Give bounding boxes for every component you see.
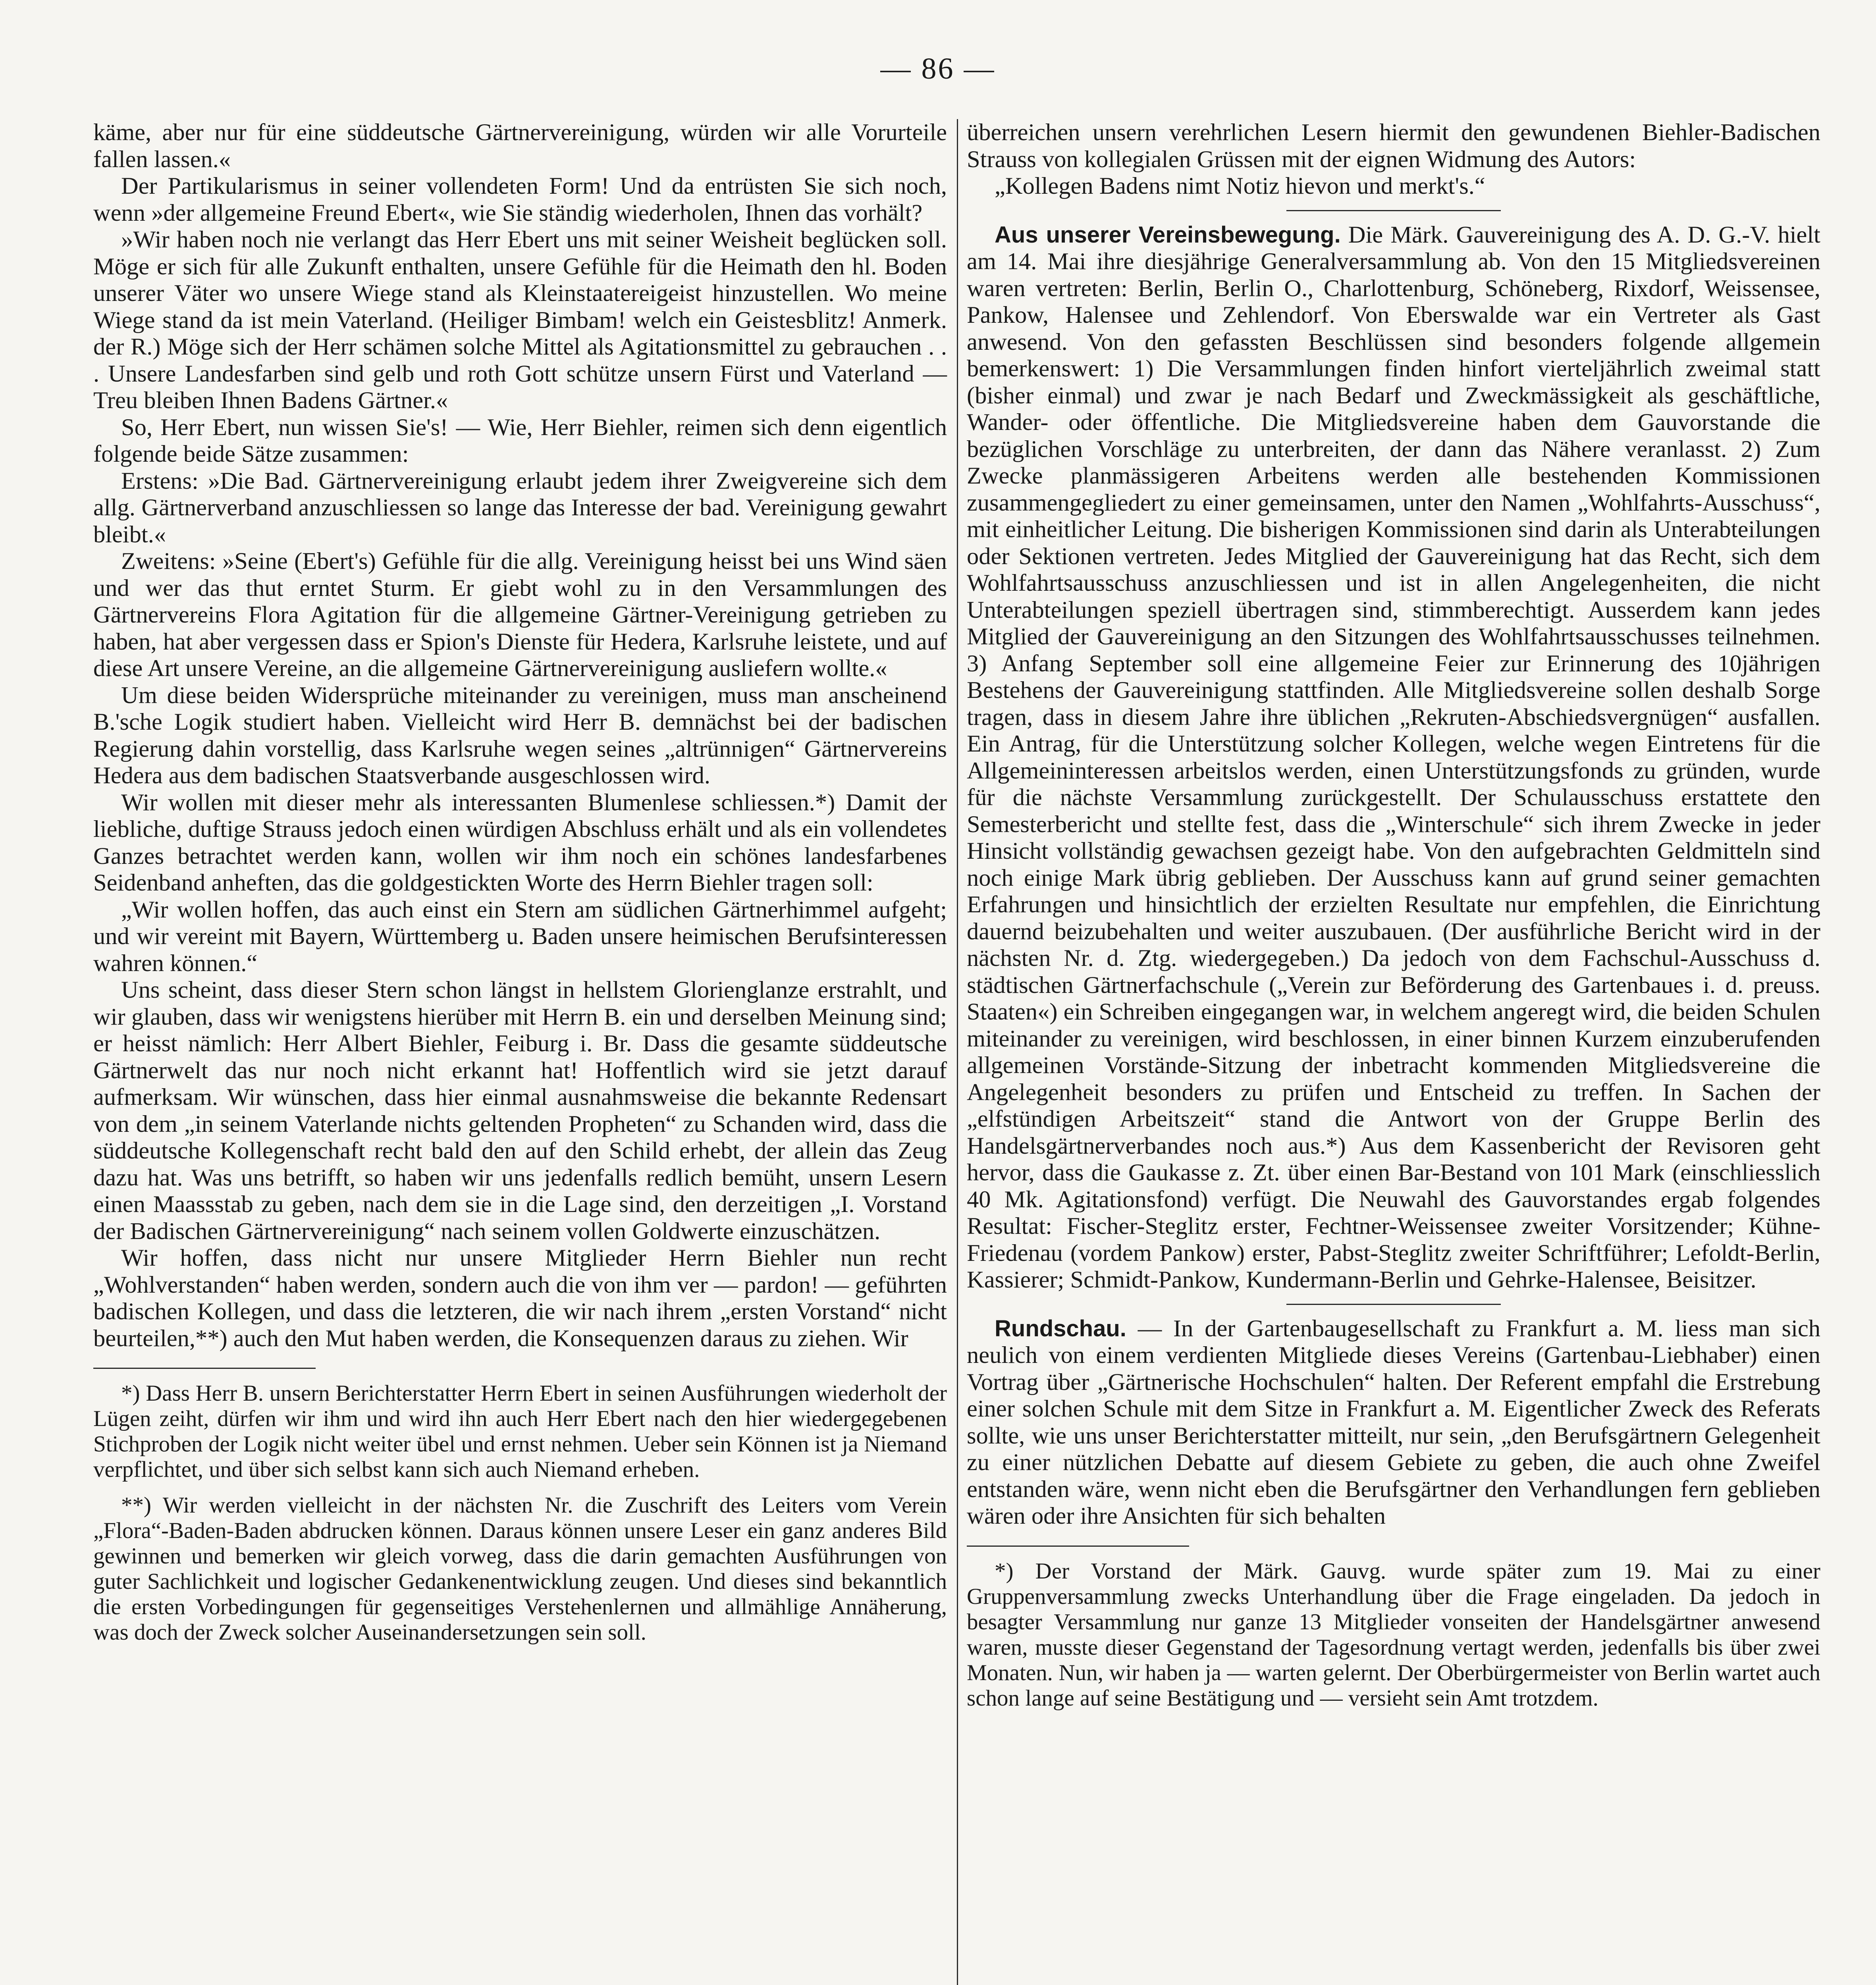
- left-column: [93, 119, 947, 1645]
- section-rule: [1286, 210, 1501, 211]
- paragraph: „Kollegen Badens nimt Notiz hievon und merkt's.“: [995, 173, 1485, 199]
- article-text: Die Märk. Gauvereinigung des A. D. G.-V. hielt am 14. Mai ihre diesjährige Generalversammlung ab. Von den 15 Mitgliedsvereinen waren vertreten: Berlin, Berlin O., Charlottenburg, Schöneberg, Rixdorf, Weissensee, Pankow, Halensee und Zehlendorf. Von Eberswalde war ein Vertreter als Gast anwesend. Von den gefassten Beschlüssen sind besonders folgende allgemein bemerkenswert: 1) Die Versammlungen finden hinfort vierteljährlich zweimal statt (bisher einmal) und zwar je nach Bedarf und Zweckmässigkeit als geschäftliche, Wander- oder öffentliche. Die Mitgliedsvereine haben dem Gauvorstande die bezüglichen Vorschläge zu unterbreiten, der dann das Nähere veranlasst. 2) Zum Zwecke planmässigeren Arbeitens werden alle bestehenden Kommissionen zusammengegliedert zu einer gemeinsamen, unter den Namen „Wohlfahrts-Ausschuss“, mit einheitlicher Leitung. Die bisherigen Kommissionen sind darin als Unterabteilungen oder Sektionen vertreten. Jedes Mitglied der Gauvereinigung hat das Recht, sich dem Wohlfahrtsausschuss anzuschliessen und ist in allen Angelegenheiten, die nicht Unterabteilungen speziell übertragen sind, stimmberechtigt. Ausserdem kann jedes Mitglied der Gauvereinigung an den Sitzungen des Wohlfahrtsausschusses teilnehmen. 3) Anfang September soll eine allgemeine Feier zur Erinnerung des 10jährigen Bestehens der Gauvereinigung stattfinden. Alle Mitgliedsvereine sollen deshalb Sorge tragen, dass in diesem Jahre ihre üblichen „Rekruten-Abschiedsvergnügen“ ausfallen. Ein Antrag, für die Unterstützung solcher Kollegen, welche wegen Eintretens für die Allgemeininteressen arbeitslos werden, einen Unterstützungsfonds zu gründen, wurde für die nächste Versammlung zurückgestellt. Der Schulausschuss erstattete den Semesterbericht und stellte fest, dass die „Winterschule“ sich ihrem Zwecke in jeder Hinsicht vollständig gewachsen gezeigt habe. Von den aufgebrachten Geldmitteln sind noch einige Mark übrig geblieben. Der Ausschuss kann auf grund seiner gemachten Erfahrungen und hinsichtlich der erzielten Resultate nur empfehlen, die Einrichtung dauernd beizubehalten und weiter auszubauen. (Der ausführliche Bericht wird in der nächsten Nr. d. Ztg. wiedergegeben.) Da jedoch von dem Fachschul-Ausschuss d. städtischen Gärtnerfachschule („Verein zur Beförderung des Gartenbaues i. d. preuss. Staaten«) ein Schreiben eingegangen war, in welchem angeregt wird, die beiden Schulen miteinander zu vereinigen, wird beschlossen, in einer binnen Kurzem einzuberufenden allgemeinen Vorstände-Sitzung der inbetracht kommenden Mitgliedsvereine die Angelegenheit besonders zu prüfen und Entscheid zu treffen. In Sachen der „elfstündigen Arbeitszeit“ stand die Antwort von der Gruppe Berlin des Handelsgärtnerverbandes noch aus.*) Aus dem Kassenbericht der Revisoren geht hervor, dass die Gaukasse z. Zt. über einen Bar-Bestand von 101 Mark (einschliesslich 40 Mk. Agitationsfond) verfügt. Die Neuwahl des Gauvorstandes ergab folgendes Resultat: Fischer-Steglitz erster, Fechtner-Weissensee zweiter Vorsitzender; Kühne-Friedenau (vordem Pankow) erster, Pabst-Steglitz zweiter Schriftführer; Lefoldt-Berlin, Kassierer; Schmidt-Pankow, Kundermann-Berlin und Gehrke-Halensee, Beisitzer.: [967, 221, 1820, 1293]
- paragraph: So, Herr Ebert, nun wissen Sie's! — Wie, Herr Biehler, reimen sich denn eigentlich folgende beide Sätze zusammen:: [93, 414, 947, 467]
- footnote: *) Dass Herr B. unsern Berichterstatter Herrn Ebert in seinen Ausführungen wiederholt der Lügen zeiht, dürfen wir ihm und wird ihn auch Herr Ebert nach den hier wiedergegebenen Stichproben der Logik nicht weiter übel und ernst nehmen. Ueber sein Können ist ja Niemand verpflichtet, und über sich selbst kann sich auch Niemand erheben.: [93, 1381, 947, 1482]
- section-heading: Aus unserer Vereinsbewegung.: [995, 222, 1341, 248]
- paragraph: Uns scheint, dass dieser Stern schon längst in hellstem Glorienglanze erstrahlt, und wir glauben, dass wir wenigstens hierüber mit Herrn B. ein und derselben Meinung sind; er heisst nämlich: Herr Albert Biehler, Feiburg i. Br. Dass die gesamte süddeutsche Gärtnerwelt das nur noch nicht erkannt hat! Hoffentlich wird sie jetzt darauf aufmerksam. Wir wünschen, dass hier einmal ausnahmsweise die bekannte Redensart von dem „in seinem Vaterlande nichts geltenden Propheten“ zu Schanden wird, dass die süddeutsche Kollegenschaft recht bald den auf den Schild erhebt, der allein das Zeug dazu hat. Was uns betrifft, so haben wir uns jedenfalls redlich bemüht, unsern Lesern einen Maassstab zu geben, nach dem sie in die Lage sind, den derzeitigen „I. Vorstand der Badischen Gärtnervereinigung“ nach seinem vollen Goldwerte einzuschätzen.: [93, 977, 947, 1245]
- paragraph: käme, aber nur für eine süddeutsche Gärtnervereinigung, würden wir alle Vorurteile fallen lassen.«: [93, 119, 947, 173]
- paragraph: Zweitens: »Seine (Ebert's) Gefühle für die allg. Vereinigung heisst bei uns Wind säen und wer das thut erntet Sturm. Er giebt wohl zu in den Versammlungen des Gärtnervereins Flora Agitation für die allgemeine Gärtner-Vereinigung getrieben zu haben, hat aber vergessen dass er Spion's Dienste für Hedera, Karlsruhe leistete, und auf diese Art unsere Vereine, an die allgemeine Gärtnervereinigung ausliefern wollte.«: [93, 548, 947, 682]
- column-divider: [957, 119, 958, 1985]
- paragraph: Wir hoffen, dass nicht nur unsere Mitglieder Herrn Biehler nun recht „Wohlverstanden“ haben werden, sondern auch die von ihm ver — pardon! — geführten badischen Kollegen, und dass die letzteren, die wir nach ihrem „ersten Vorstand“ nicht beurteilen,**) auch den Mut haben werden, die Konsequenzen daraus zu ziehen. Wir: [93, 1245, 947, 1352]
- footnotes: [967, 1559, 1820, 1711]
- paragraph: »Wir haben noch nie verlangt das Herr Ebert uns mit seiner Weisheit beglücken soll. Möge er sich für alle Zukunft enthalten, unsere Gefühle für die Heimath den hl. Boden unserer Väter wo unsere Wiege stand als Kleinstaatereigeist hinzustellen. Wo meine Wiege stand da ist mein Vaterland. (Heiliger Bimbam! welch ein Geistesblitz! Anmerk. der R.) Möge sich der Herr schämen solche Mittel als Agitationsmittel zu gebrauchen . . . Unsere Landesfarben sind gelb und roth Gott schütze unsern Fürst und Vaterland — Treu bleiben Ihnen Badens Gärtner.«: [93, 226, 947, 414]
- footnote-rule: [967, 1546, 1189, 1547]
- paragraph: Wir wollen mit dieser mehr als interessanten Blumenlese schliessen.*) Damit der liebliche, duftige Strauss jedoch einen würdigen Abschluss erhält und als ein vollendetes Ganzes betrachtet werden kann, wollen wir ihm noch ein schönes landesfarbenes Seidenband anheften, das die goldgestickten Worte des Herrn Biehler tragen soll:: [93, 789, 947, 896]
- page-number: — 86 —: [880, 52, 996, 85]
- right-column: [967, 119, 1820, 1711]
- section-heading: Rundschau.: [995, 1315, 1126, 1341]
- paragraph: Erstens: »Die Bad. Gärtnervereinigung erlaubt jedem ihrer Zweigvereine sich dem allg. Gärtnerverband anzuschliessen so lange das Interesse der bad. Vereinigung gewahrt bleibt.«: [93, 467, 947, 548]
- paragraph: überreichen unsern verehrlichen Lesern hiermit den gewundenen Biehler-Badischen Strauss von kollegialen Grüssen mit der eignen Widmung des Autors:: [967, 119, 1820, 173]
- footnote: *) Der Vorstand der Märk. Gauvg. wurde später zum 19. Mai zu einer Gruppenversammlung zwecks Unterhandlung über die Frage eingeladen. Da jedoch in besagter Versammlung nur ganze 13 Mitglieder vonseiten der Handelsgärtner anwesend waren, musste dieser Gegenstand der Tagesordnung vertagt werden, jedenfalls bis über zwei Monaten. Nun, wir haben ja — warten gelernt. Der Oberbürgermeister von Berlin wartet auch schon lange auf seine Bestätigung und — versieht sein Amt trotzdem.: [967, 1558, 1820, 1711]
- paragraph: Um diese beiden Widersprüche miteinander zu vereinigen, muss man anscheinend B.'sche Logik studiert haben. Vielleicht wird Herr B. demnächst bei der badischen Regierung dahin vorstellig, dass Karlsruhe wegen seines „altrünnigen“ Gärtnervereins Hedera aus dem badischen Staatsverbande ausgeschlossen wird.: [93, 682, 947, 789]
- section-rule: [1286, 1304, 1501, 1305]
- article-vereinsbewegung: [967, 222, 1820, 1293]
- paragraph: „Wir wollen hoffen, das auch einst ein Stern am südlichen Gärtnerhimmel aufgeht; und wir vereint mit Bayern, Württemberg u. Baden unsere heimischen Berufsinteressen wahren können.“: [93, 896, 947, 977]
- footnote-rule: [93, 1368, 316, 1369]
- paragraph: Der Partikularismus in seiner vollendeten Form! Und da entrüsten Sie sich noch, wenn »der allgemeine Freund Ebert«, wie Sie ständig wiederholen, Ihnen das vorhält?: [93, 173, 947, 226]
- article-rundschau: [967, 1315, 1820, 1530]
- article-text: — In der Gartenbaugesellschaft zu Frankfurt a. M. liess man sich neulich von einem verdienten Mitgliede dieses Vereins (Gartenbau-Liebhaber) einen Vortrag über „Gärtnerische Hochschulen“ halten. Der Referent empfahl die Erstrebung einer solchen Schule mit dem Sitze in Frankfurt a. M. Eigentlicher Zweck des Referats sollte, wie uns unser Berichterstatter mitteilt, nur sein, „den Berufsgärtnern Gelegenheit zu einer nützlichen Debatte auf diesem Gebiete zu geben, die auch ohne Zweifel entstanden wäre, wenn nicht eben die Berufsgärtner den Verhandlungen fern geblieben wären oder ihre Ansichten für sich behalten: [967, 1315, 1820, 1529]
- footnote: **) Wir werden vielleicht in der nächsten Nr. die Zuschrift des Leiters vom Verein „Flora“-Baden-Baden abdrucken können. Daraus können unsere Leser ein ganz anderes Bild gewinnen und bemerken wir gleich vorweg, dass die darin gemachten Ausführungen von guter Sachlichkeit und logischer Gedankenentwicklung zeugen. Und dieses sind bekanntlich die ersten Vorbedingungen für gegenseitiges Verstehenlernen und allmählige Annäherung, was doch der Zweck solcher Auseinandersetzungen sein soll.: [93, 1493, 947, 1645]
- footnotes: [93, 1381, 947, 1645]
